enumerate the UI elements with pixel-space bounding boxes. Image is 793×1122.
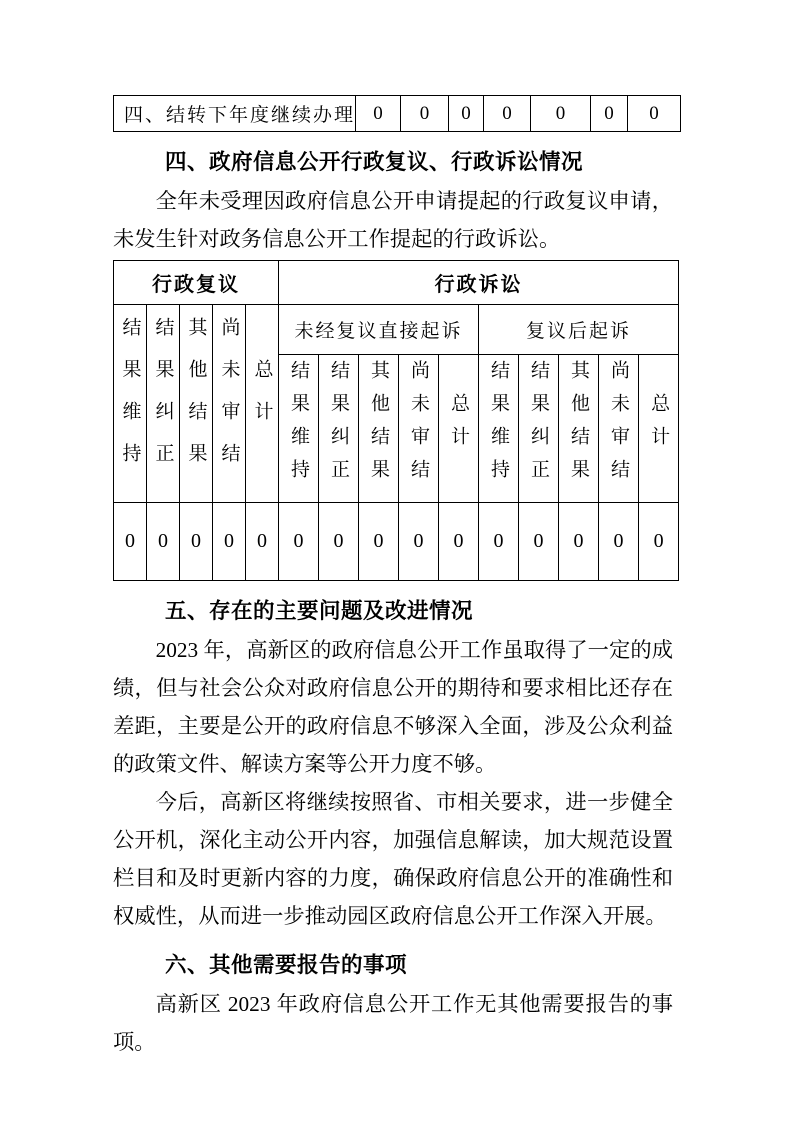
review-column-header-cell (213, 305, 246, 503)
direct-suit-subheader-cell: 未经复议直接起诉 (279, 305, 479, 355)
review-column-header-cell (114, 305, 147, 503)
data-cell: 0 (279, 503, 319, 581)
review-column-header-cell (147, 305, 180, 503)
data-cell: 0 (639, 503, 679, 581)
data-cell: 0 (519, 503, 559, 581)
carryover-row-label: 四、结转下年度继续办理 (114, 96, 356, 132)
review-group-header-cell: 行政复议 (114, 261, 279, 305)
litigation-group-header-cell: 行政诉讼 (279, 261, 679, 305)
column-header-text: 结果维持 (488, 360, 510, 492)
section5-paragraph-1: 2023 年，高新区的政府信息公开工作虽取得了一定的成绩，但与社会公众对政府信息公开的期待和要求相比还存在差距，主要是公开的政府信息不够深入全面，涉及公众利益的政策文件、解读方案等公开力度不够。 (113, 638, 673, 776)
column-header-text: 尚未审结 (608, 360, 630, 492)
column-header-text: 结果维持 (119, 317, 141, 485)
carryover-value-cell: 0 (484, 96, 531, 132)
after-review-column-header-cell (639, 355, 679, 503)
review-column-header-cell (246, 305, 279, 503)
review-column-header-cell (180, 305, 213, 503)
column-header-text: 总计 (448, 393, 470, 459)
data-cell: 0 (399, 503, 439, 581)
direct-suit-column-header-cell (359, 355, 399, 503)
column-header-text: 尚未审结 (218, 317, 240, 485)
after-review-column-header-cell (519, 355, 559, 503)
direct-suit-column-header-cell (319, 355, 359, 503)
direct-suit-column-header-cell (439, 355, 479, 503)
group-header-row (114, 261, 679, 305)
direct-suit-column-header-cell (279, 355, 319, 503)
data-cell: 0 (213, 503, 246, 581)
column-header-text: 总计 (251, 359, 273, 443)
column-header-text: 其他结果 (185, 317, 207, 485)
section5-paragraph-2: 今后，高新区将继续按照省、市相关要求，进一步健全公开机，深化主动公开内容，加强信息解读，加大规范设置栏目和及时更新内容的力度，确保政府信息公开的准确性和权威性，从而进一步推动园区政府信息公开工作深入开展。 (113, 790, 673, 928)
carryover-value-cell: 0 (449, 96, 484, 132)
direct-suit-column-header-cell (399, 355, 439, 503)
data-cell: 0 (319, 503, 359, 581)
data-cell: 0 (180, 503, 213, 581)
section6-heading: 六、其他需要报告的事项 (165, 953, 408, 978)
column-header-text: 总计 (648, 393, 670, 459)
carryover-value-cell: 0 (531, 96, 591, 132)
column-header-text: 结果纠正 (328, 360, 350, 492)
data-cell: 0 (246, 503, 279, 581)
data-cell: 0 (114, 503, 147, 581)
data-row (114, 503, 679, 581)
after-review-subheader-cell: 复议后起诉 (479, 305, 679, 355)
section4-paragraph: 全年未受理因政府信息公开申请提起的行政复议申请，未发生针对政务信息公开工作提起的行政诉讼。 (113, 189, 673, 251)
carryover-value-cell: 0 (356, 96, 401, 132)
data-cell: 0 (479, 503, 519, 581)
column-header-text: 结果纠正 (152, 317, 174, 485)
column-header-text: 尚未审结 (408, 360, 430, 492)
column-header-text: 结果纠正 (528, 360, 550, 492)
subgroup-header-row (114, 305, 679, 355)
carryover-row (114, 96, 681, 132)
review-litigation-table (113, 260, 679, 581)
data-cell: 0 (559, 503, 599, 581)
data-cell: 0 (359, 503, 399, 581)
section4-heading: 四、政府信息公开行政复议、行政诉讼情况 (165, 150, 584, 175)
carryover-value-cell: 0 (401, 96, 449, 132)
section6-paragraph: 高新区 2023 年政府信息公开工作无其他需要报告的事项。 (113, 992, 673, 1054)
carryover-table (113, 95, 681, 132)
column-header-text: 结果维持 (288, 360, 310, 492)
data-cell: 0 (439, 503, 479, 581)
data-cell: 0 (599, 503, 639, 581)
section5-heading: 五、存在的主要问题及改进情况 (165, 599, 474, 624)
after-review-column-header-cell (559, 355, 599, 503)
carryover-value-cell: 0 (591, 96, 628, 132)
column-header-text: 其他结果 (568, 360, 590, 492)
after-review-column-header-cell (479, 355, 519, 503)
column-header-text: 其他结果 (368, 360, 390, 492)
carryover-value-cell: 0 (628, 96, 681, 132)
data-cell: 0 (147, 503, 180, 581)
after-review-column-header-cell (599, 355, 639, 503)
